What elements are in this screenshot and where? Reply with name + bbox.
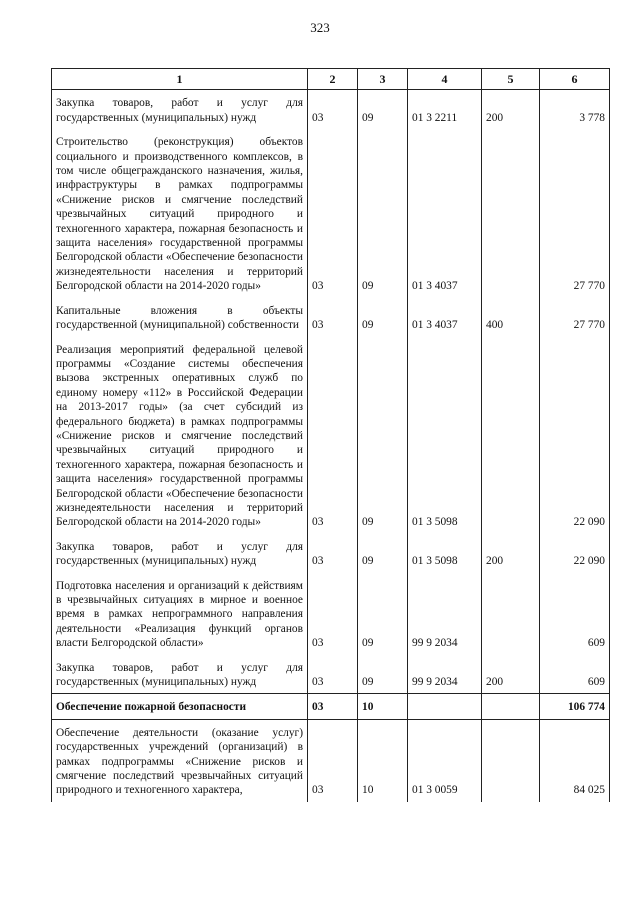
table-row xyxy=(52,573,610,655)
row-target-code xyxy=(408,694,482,719)
row-expense-type xyxy=(482,719,540,802)
row-expense-type: 400 xyxy=(482,298,540,337)
row-name: Капитальные вложения в объекты государственной (муниципальной) собственности xyxy=(52,298,308,337)
row-section: 03 xyxy=(308,655,358,694)
row-name: Обеспечение пожарной безопасности xyxy=(52,694,308,719)
row-section: 03 xyxy=(308,298,358,337)
row-amount: 609 xyxy=(540,655,610,694)
row-target-code: 01 3 4037 xyxy=(408,129,482,297)
row-expense-type xyxy=(482,337,540,534)
table-row xyxy=(52,90,610,129)
row-name: Строительство (реконструкция) объектов социального и производственного комплексов, в том числе общегражданского назначения, жилья, инфраструктуры в рамках подпрограммы «Снижение рисков и смягчение последствий чрезвычайных ситуаций природного и техногенного характера, пожарная безопасность и защита населения» государственной программы Белгородской области «Обеспечение безопасности жизнедеятельности населения и территорий Белгородской области на 2014-2020 годы» xyxy=(52,129,308,297)
row-expense-type xyxy=(482,129,540,297)
column-header: 6 xyxy=(540,69,610,90)
row-subsection: 10 xyxy=(358,694,408,719)
row-expense-type: 200 xyxy=(482,655,540,694)
row-amount: 609 xyxy=(540,573,610,655)
row-subsection: 09 xyxy=(358,534,408,573)
row-expense-type xyxy=(482,573,540,655)
row-section: 03 xyxy=(308,90,358,129)
row-name: Закупка товаров, работ и услуг для государственных (муниципальных) нужд xyxy=(52,534,308,573)
row-expense-type: 200 xyxy=(482,90,540,129)
row-expense-type xyxy=(482,694,540,719)
row-expense-type: 200 xyxy=(482,534,540,573)
row-subsection: 09 xyxy=(358,298,408,337)
column-header: 3 xyxy=(358,69,408,90)
row-section: 03 xyxy=(308,337,358,534)
row-section: 03 xyxy=(308,129,358,297)
row-amount: 84 025 xyxy=(540,719,610,802)
row-target-code: 01 3 5098 xyxy=(408,337,482,534)
row-name: Подготовка населения и организаций к действиям в чрезвычайных ситуациях в мирное и военное время в рамках непрограммного направления деятельности «Реализация функций органов власти Белгородской области» xyxy=(52,573,308,655)
row-amount: 27 770 xyxy=(540,298,610,337)
row-target-code: 01 3 5098 xyxy=(408,534,482,573)
column-header: 5 xyxy=(482,69,540,90)
row-subsection: 09 xyxy=(358,573,408,655)
row-amount: 106 774 xyxy=(540,694,610,719)
row-subsection: 09 xyxy=(358,90,408,129)
row-subsection: 09 xyxy=(358,655,408,694)
table-header-row xyxy=(52,69,610,90)
table-row xyxy=(52,337,610,534)
budget-table xyxy=(51,68,610,802)
table-row xyxy=(52,655,610,694)
column-header: 2 xyxy=(308,69,358,90)
row-target-code: 01 3 4037 xyxy=(408,298,482,337)
row-section: 03 xyxy=(308,573,358,655)
row-name: Закупка товаров, работ и услуг для государственных (муниципальных) нужд xyxy=(52,90,308,129)
table-row-section-total xyxy=(52,694,610,719)
row-amount: 3 778 xyxy=(540,90,610,129)
row-subsection: 09 xyxy=(358,337,408,534)
column-header: 1 xyxy=(52,69,308,90)
table-row xyxy=(52,129,610,297)
row-target-code: 99 9 2034 xyxy=(408,573,482,655)
row-target-code: 99 9 2034 xyxy=(408,655,482,694)
row-amount: 22 090 xyxy=(540,337,610,534)
row-subsection: 10 xyxy=(358,719,408,802)
row-name: Реализация мероприятий федеральной целевой программы «Создание системы обеспечения вызова экстренных оперативных служб по единому номеру «112» в Российской Федерации на 2013-2017 годы» (за счет субсидий из федерального бюджета) в рамках подпрограммы «Снижение рисков и смягчение последствий чрезвычайных ситуаций природного и техногенного характера, пожарная безопасность и защита населения» государственной программы Белгородской области «Обеспечение безопасности жизнедеятельности населения и территорий Белгородской области на 2014-2020 годы» xyxy=(52,337,308,534)
row-section: 03 xyxy=(308,694,358,719)
column-header: 4 xyxy=(408,69,482,90)
row-target-code: 01 3 0059 xyxy=(408,719,482,802)
row-section: 03 xyxy=(308,534,358,573)
page-number: 323 xyxy=(310,20,330,35)
row-amount: 27 770 xyxy=(540,129,610,297)
row-subsection: 09 xyxy=(358,129,408,297)
row-name: Закупка товаров, работ и услуг для государственных (муниципальных) нужд xyxy=(52,655,308,694)
row-name: Обеспечение деятельности (оказание услуг) государственных учреждений (организаций) в рамках подпрограммы «Снижение рисков и смягчение последствий чрезвычайных ситуаций природного и техногенного характера, xyxy=(52,719,308,802)
table-row xyxy=(52,534,610,573)
table-row xyxy=(52,298,610,337)
row-section: 03 xyxy=(308,719,358,802)
table-row xyxy=(52,719,610,802)
row-target-code: 01 3 2211 xyxy=(408,90,482,129)
row-amount: 22 090 xyxy=(540,534,610,573)
